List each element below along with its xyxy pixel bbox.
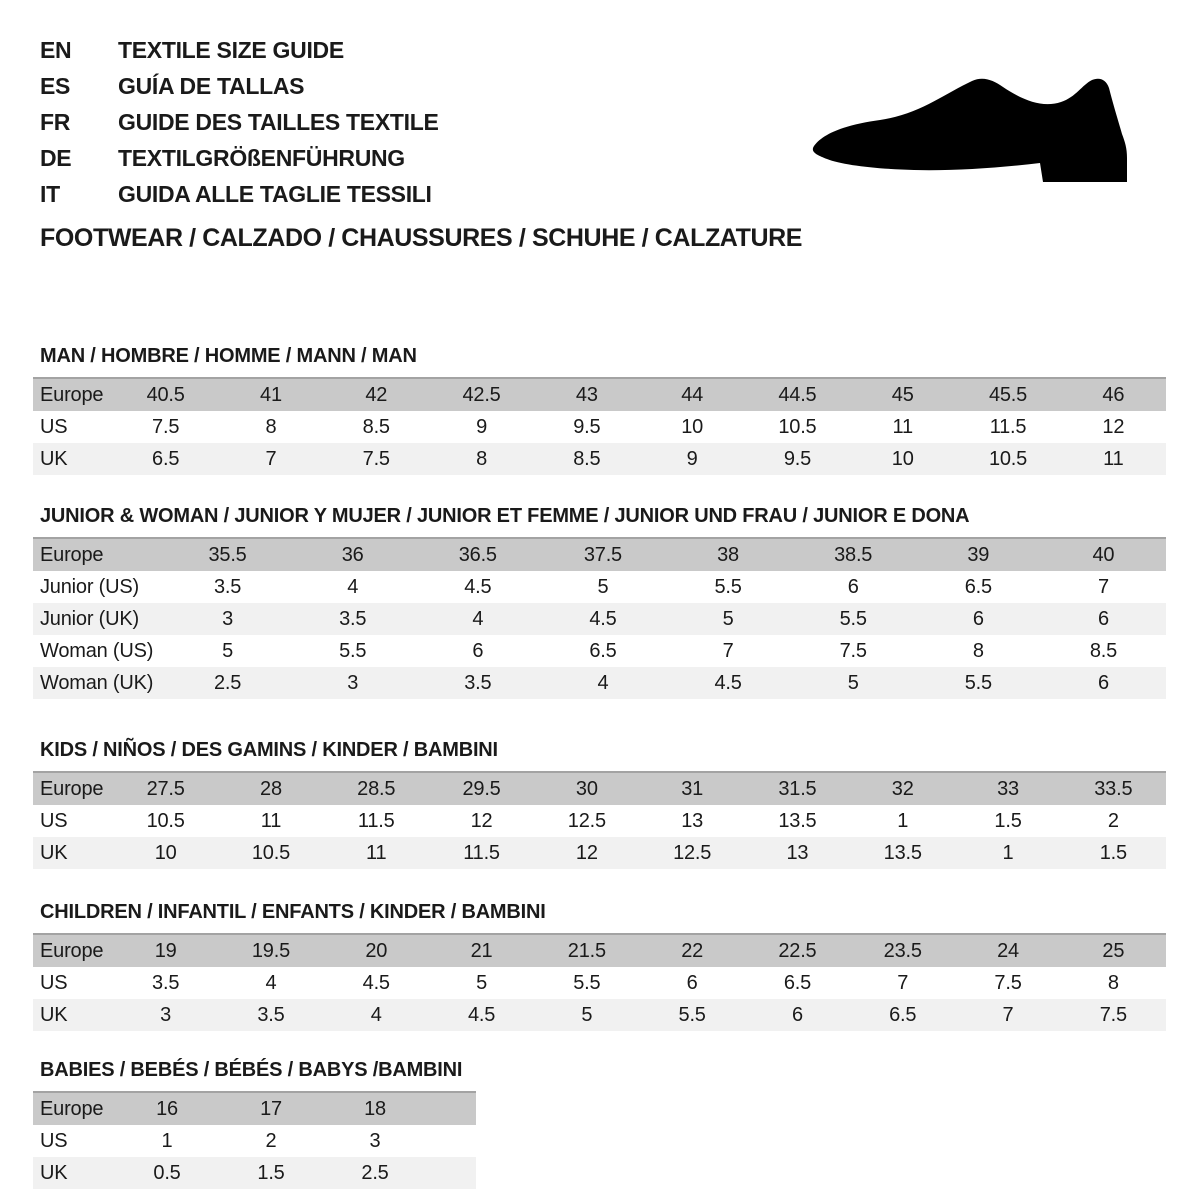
size-value: 12.5 (567, 809, 606, 832)
size-value: 33.5 (1094, 777, 1133, 800)
size-value: 6.5 (889, 1003, 917, 1026)
lang-code-es: ES (40, 72, 71, 99)
size-value: 8 (476, 447, 487, 470)
size-value: 11.5 (989, 415, 1027, 438)
size-value: 2 (265, 1129, 277, 1152)
size-value: 18 (364, 1097, 386, 1120)
table-row (33, 1125, 476, 1157)
size-value: 2 (1107, 809, 1119, 832)
size-value: 17 (260, 1097, 282, 1120)
size-value: 11.5 (463, 841, 500, 864)
row-label: US (40, 1129, 68, 1152)
section-man (33, 345, 1167, 475)
size-value: 45.5 (988, 383, 1028, 406)
table-row (33, 603, 1166, 635)
row-label: Junior (UK) (40, 607, 139, 630)
size-value: 19 (154, 939, 177, 962)
size-value: 9 (686, 447, 698, 470)
size-value: 44 (681, 383, 704, 406)
size-value: 10 (891, 447, 914, 470)
size-value: 7 (1097, 575, 1109, 598)
lang-code-fr: FR (40, 108, 71, 135)
row-label: Woman (US) (40, 639, 154, 662)
region-label: Europe (40, 543, 104, 566)
section-junior-woman (33, 505, 1167, 699)
size-value: 40.5 (146, 383, 185, 406)
size-value: 1 (161, 1129, 173, 1152)
size-value: 22.5 (778, 939, 817, 962)
dress-shoe-icon (800, 68, 1140, 188)
size-value: 12 (575, 841, 598, 864)
size-value: 2.5 (361, 1161, 389, 1184)
size-value: 40 (1092, 543, 1115, 566)
size-value: 10.5 (988, 447, 1028, 470)
table-row (33, 805, 1166, 837)
size-value: 4 (265, 971, 277, 994)
section-children (33, 901, 1167, 1031)
size-value: 5.5 (839, 607, 867, 630)
size-value: 6 (972, 607, 984, 630)
size-value: 1 (1002, 841, 1014, 864)
size-table-junior-woman (33, 537, 1166, 699)
size-value: 6 (472, 639, 484, 662)
kids-table-title: KIDS / NIÑOS / DES GAMINS / KINDER / BAMBINI (40, 739, 498, 761)
lang-code-en: EN (40, 36, 72, 63)
size-value: 5 (222, 639, 234, 662)
size-value: 28.5 (357, 777, 396, 800)
row-label: US (40, 415, 68, 438)
category-line: FOOTWEAR / CALZADO / CHAUSSURES / SCHUHE / CALZATURE (40, 224, 803, 252)
size-value: 16 (156, 1097, 178, 1120)
lang-title-fr: GUIDE DES TAILLES TEXTILE (118, 108, 439, 135)
size-value: 10.5 (251, 841, 291, 864)
section-babies (33, 1059, 1167, 1189)
region-label: Europe (40, 383, 104, 406)
size-value: 25 (1102, 939, 1125, 962)
row-label: UK (40, 1003, 68, 1026)
size-value: 7 (265, 447, 277, 470)
size-value: 22 (681, 939, 704, 962)
size-value: 11 (1103, 447, 1124, 470)
size-value: 9.5 (783, 447, 812, 470)
table-row (33, 1091, 476, 1125)
size-value: 1.5 (994, 809, 1022, 832)
region-label: Europe (40, 1097, 104, 1120)
size-value: 5.5 (964, 671, 992, 694)
size-value: 13 (786, 841, 809, 864)
size-value: 30 (575, 777, 598, 800)
size-value: 12.5 (673, 841, 712, 864)
table-row (33, 571, 1166, 603)
size-value: 31.5 (778, 777, 817, 800)
row-label: Woman (UK) (40, 671, 154, 694)
size-value: 5.5 (339, 639, 367, 662)
size-value: 3 (369, 1129, 381, 1152)
table-row (33, 967, 1166, 999)
size-value: 10.5 (778, 415, 817, 438)
section-kids (33, 739, 1167, 869)
size-value: 6 (1097, 671, 1109, 694)
table-row (33, 1157, 476, 1189)
table-row (33, 933, 1166, 967)
size-value: 8.5 (573, 447, 601, 470)
size-value: 7 (897, 971, 909, 994)
size-value: 6 (847, 575, 859, 598)
table-row (33, 377, 1166, 411)
row-label: UK (40, 1161, 68, 1184)
size-value: 7 (722, 639, 734, 662)
size-value: 39 (967, 543, 990, 566)
size-value: 46 (1102, 383, 1125, 406)
man-table-title: MAN / HOMBRE / HOMME / MANN / MAN (40, 345, 417, 367)
size-value: 41 (260, 383, 282, 406)
row-label: Junior (US) (40, 575, 139, 598)
children-table-title: CHILDREN / INFANTIL / ENFANTS / KINDER / BAMBINI (40, 901, 546, 923)
size-value: 5.5 (678, 1003, 706, 1026)
size-value: 6.5 (783, 971, 812, 994)
size-value: 12 (1102, 415, 1125, 438)
size-value: 28 (260, 777, 282, 800)
size-value: 24 (997, 939, 1019, 962)
size-value: 37.5 (583, 543, 622, 566)
size-value: 7.5 (1099, 1003, 1127, 1026)
region-label: Europe (40, 777, 104, 800)
size-value: 3.5 (213, 575, 242, 598)
size-value: 5 (722, 607, 734, 630)
size-value: 12 (470, 809, 493, 832)
size-value: 38.5 (834, 543, 873, 566)
lang-title-de: TEXTILGRÖßENFÜHRUNG (118, 144, 405, 171)
table-row (33, 411, 1166, 443)
lang-row-en (40, 32, 1167, 68)
size-value: 21 (470, 939, 493, 962)
size-value: 13.5 (883, 841, 922, 864)
size-value: 5 (597, 575, 609, 598)
row-label: UK (40, 447, 68, 470)
size-value: 8.5 (362, 415, 390, 438)
size-value: 10.5 (146, 809, 185, 832)
size-value: 6.5 (152, 447, 180, 470)
size-value: 7.5 (152, 415, 180, 438)
size-value: 38 (717, 543, 739, 566)
size-value: 43 (575, 383, 598, 406)
size-value: 6.5 (589, 639, 617, 662)
table-row (33, 837, 1166, 869)
size-value: 1 (897, 809, 909, 832)
size-value: 6 (791, 1003, 803, 1026)
size-value: 8 (265, 415, 277, 438)
size-value: 8 (1107, 971, 1119, 994)
size-value: 3 (222, 607, 234, 630)
lang-title-it: GUIDA ALLE TAGLIE TESSILI (118, 180, 432, 207)
size-value: 4 (597, 671, 609, 694)
size-value: 42 (365, 383, 388, 406)
size-table-man (33, 377, 1166, 475)
size-value: 5.5 (573, 971, 601, 994)
size-value: 4.5 (464, 575, 492, 598)
table-row (33, 667, 1166, 699)
size-value: 3.5 (464, 671, 492, 694)
size-value: 0.5 (153, 1161, 181, 1184)
size-value: 6 (686, 971, 698, 994)
size-value: 3.5 (339, 607, 367, 630)
size-value: 4 (370, 1003, 382, 1026)
size-value: 4 (347, 575, 359, 598)
size-value: 4.5 (714, 671, 742, 694)
size-value: 1.5 (257, 1161, 285, 1184)
size-value: 32 (891, 777, 914, 800)
size-value: 5 (476, 971, 487, 994)
size-value: 8.5 (1089, 639, 1118, 662)
size-value: 3 (347, 671, 359, 694)
babies-table-title: BABIES / BEBÉS / BÉBÉS / BABYS /BAMBINI (40, 1059, 463, 1081)
size-value: 6.5 (964, 575, 992, 598)
size-value: 4 (472, 607, 484, 630)
table-row (33, 443, 1166, 475)
table-row (33, 771, 1166, 805)
size-value: 27.5 (146, 777, 185, 800)
size-value: 42.5 (462, 383, 501, 406)
size-value: 1.5 (1099, 841, 1127, 864)
size-value: 21.5 (567, 939, 606, 962)
size-value: 23.5 (883, 939, 922, 962)
lang-title-es: GUÍA DE TALLAS (118, 72, 305, 99)
size-value: 7.5 (994, 971, 1022, 994)
size-value: 10 (154, 841, 177, 864)
size-value: 6 (1097, 607, 1109, 630)
size-value: 8 (972, 639, 984, 662)
size-value: 4.5 (467, 1003, 496, 1026)
table-row (33, 537, 1166, 571)
size-value: 19.5 (251, 939, 291, 962)
size-value: 33 (997, 777, 1019, 800)
size-value: 11.5 (357, 809, 395, 832)
row-label: US (40, 809, 68, 832)
size-value: 36.5 (458, 543, 497, 566)
size-value: 5.5 (714, 575, 742, 598)
lang-code-it: IT (40, 180, 60, 207)
size-value: 2.5 (213, 671, 242, 694)
size-table-babies (33, 1091, 476, 1189)
size-value: 11 (892, 415, 913, 438)
size-value: 10 (681, 415, 704, 438)
table-row (33, 999, 1166, 1031)
size-value: 3.5 (257, 1003, 285, 1026)
size-value: 44.5 (778, 383, 817, 406)
size-value: 11 (366, 841, 387, 864)
size-value: 9.5 (573, 415, 601, 438)
size-value: 7.5 (839, 639, 867, 662)
size-table-kids (33, 771, 1166, 869)
size-value: 4.5 (589, 607, 617, 630)
size-value: 5 (581, 1003, 593, 1026)
lang-title-en: TEXTILE SIZE GUIDE (118, 36, 344, 63)
size-value: 35.5 (208, 543, 247, 566)
size-value: 11 (260, 809, 282, 832)
junior-woman-table-title: JUNIOR & WOMAN / JUNIOR Y MUJER / JUNIOR ET FEMME / JUNIOR UND FRAU / JUNIOR E DONA (40, 505, 970, 527)
size-value: 3 (160, 1003, 172, 1026)
size-value: 29.5 (462, 777, 501, 800)
size-value: 9 (476, 415, 487, 438)
table-row (33, 635, 1166, 667)
size-table-children (33, 933, 1166, 1031)
size-value: 5 (847, 671, 859, 694)
region-label: Europe (40, 939, 104, 962)
size-value: 45 (891, 383, 914, 406)
size-value: 7 (1002, 1003, 1014, 1026)
size-value: 7.5 (362, 447, 390, 470)
size-value: 3.5 (152, 971, 180, 994)
row-label: US (40, 971, 68, 994)
size-value: 4.5 (362, 971, 390, 994)
size-value: 20 (365, 939, 388, 962)
size-value: 36 (341, 543, 364, 566)
size-value: 13 (681, 809, 704, 832)
row-label: UK (40, 841, 68, 864)
lang-code-de: DE (40, 144, 72, 171)
size-value: 31 (681, 777, 704, 800)
size-value: 13.5 (778, 809, 817, 832)
